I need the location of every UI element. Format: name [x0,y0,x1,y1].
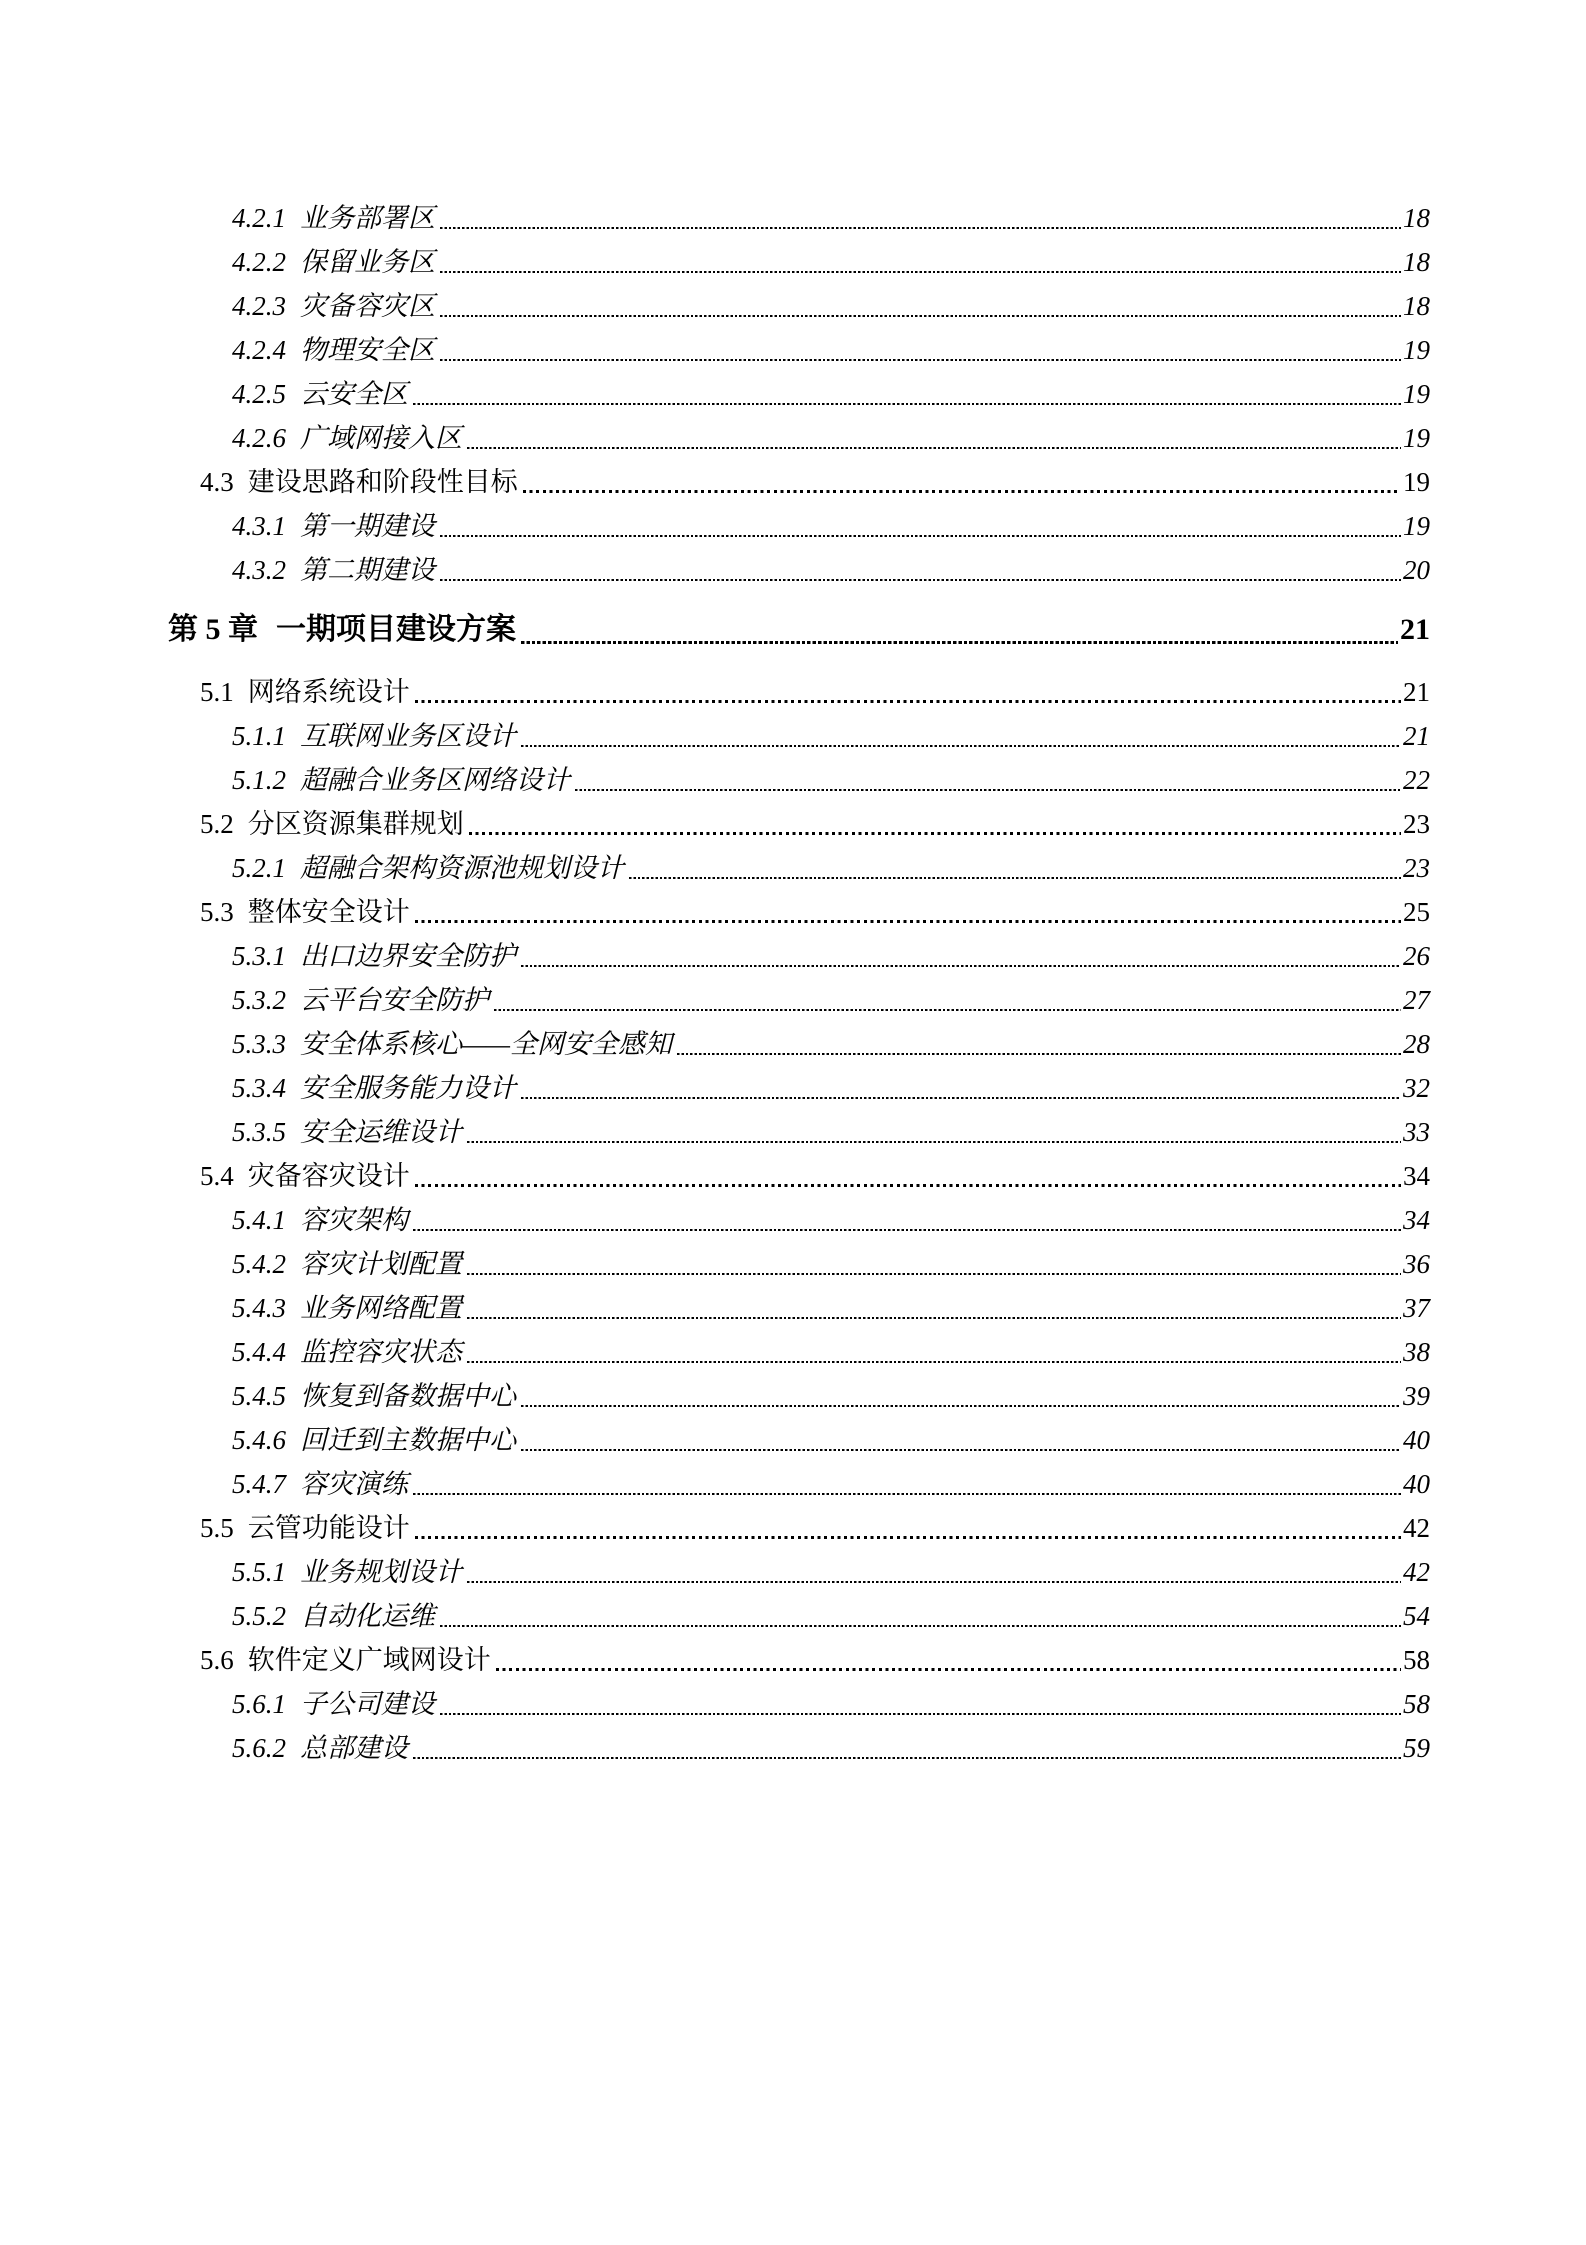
toc-dot-leader [521,1418,1401,1462]
toc-entry-page: 59 [1403,1733,1430,1763]
table-of-contents [168,196,1430,1770]
toc-dot-leader [415,1154,1401,1198]
toc-entry-page: 19 [1403,511,1430,541]
toc-entry-page: 36 [1403,1249,1430,1279]
toc-entry[interactable] [168,1594,1430,1638]
toc-dot-leader [440,1594,1401,1638]
toc-dot-leader [521,604,1398,656]
toc-entry-page: 22 [1403,765,1430,795]
toc-entry[interactable] [168,1374,1430,1418]
toc-entry-number: 5.1.1 [232,721,286,751]
toc-entry[interactable] [168,846,1430,890]
toc-entry-number: 5.2.1 [232,853,286,883]
toc-entry[interactable] [168,670,1430,714]
toc-entry[interactable] [168,978,1430,1022]
toc-entry-number: 4.3.1 [232,511,286,541]
toc-entry[interactable] [168,934,1430,978]
toc-entry-number: 5.5.2 [232,1601,286,1631]
toc-entry-page: 34 [1403,1205,1430,1235]
toc-entry-title: 子公司建设 [300,1689,435,1719]
toc-entry[interactable] [168,1198,1430,1242]
toc-dot-leader [440,548,1401,592]
toc-entry-page: 21 [1400,613,1430,646]
toc-entry[interactable] [168,758,1430,802]
toc-entry-number: 4.2.3 [232,291,286,321]
toc-entry[interactable] [168,1154,1430,1198]
toc-dot-leader [413,372,1401,416]
toc-dot-leader [413,1726,1401,1770]
toc-entry-number: 4.2.4 [232,335,286,365]
toc-entry-number: 4.2.6 [232,423,286,453]
toc-entry-page: 40 [1403,1425,1430,1455]
toc-entry-page: 58 [1403,1689,1430,1719]
toc-dot-leader [440,196,1401,240]
toc-dot-leader [521,934,1401,978]
toc-entry-number: 5.1.2 [232,765,286,795]
toc-entry-title: 整体安全设计 [247,897,410,927]
toc-entry-page: 19 [1403,335,1430,365]
toc-dot-leader [496,1638,1401,1682]
toc-entry[interactable] [168,802,1430,846]
toc-dot-leader [494,978,1401,1022]
toc-entry-page: 21 [1403,721,1430,751]
toc-dot-leader [467,1242,1401,1286]
toc-entry-number: 5.6 [200,1645,234,1675]
toc-dot-leader [467,1330,1401,1374]
toc-entry-number: 5.3.3 [232,1029,286,1059]
toc-entry-page: 23 [1403,809,1430,839]
toc-entry-title: 回迁到主数据中心 [300,1425,516,1455]
toc-entry-number: 4.2.1 [232,203,286,233]
toc-entry-page: 32 [1403,1073,1430,1103]
toc-entry[interactable] [168,1330,1430,1374]
toc-dot-leader [440,284,1401,328]
toc-entry[interactable] [168,504,1430,548]
toc-entry[interactable] [168,1550,1430,1594]
toc-entry[interactable] [168,1022,1430,1066]
toc-dot-leader [575,758,1401,802]
toc-entry-title: 软件定义广域网设计 [247,1645,491,1675]
toc-entry-title: 安全体系核心——全网安全感知 [300,1029,673,1059]
toc-entry-title: 业务规划设计 [300,1557,462,1587]
toc-entry-number: 4.3.2 [232,555,286,585]
toc-entry-title: 超融合业务区网络设计 [300,765,570,795]
toc-entry[interactable] [168,1726,1430,1770]
toc-entry-title: 恢复到备数据中心 [300,1381,516,1411]
toc-entry-number: 5.3.4 [232,1073,286,1103]
toc-entry-number: 5.4.2 [232,1249,286,1279]
toc-dot-leader [521,1374,1401,1418]
toc-entry-title: 保留业务区 [300,247,435,277]
toc-entry-number: 5.1 [200,677,234,707]
toc-entry-page: 54 [1403,1601,1430,1631]
toc-entry-number: 5.2 [200,809,234,839]
toc-entry-title: 第二期建设 [300,555,435,585]
toc-entry[interactable] [168,890,1430,934]
toc-entry[interactable] [168,460,1430,504]
toc-entry[interactable] [168,284,1430,328]
toc-dot-leader [467,416,1401,460]
toc-entry-page: 38 [1403,1337,1430,1367]
toc-entry-title: 超融合架构资源池规划设计 [300,853,624,883]
toc-entry-title: 自动化运维 [300,1601,435,1631]
toc-entry-number: 5.4.4 [232,1337,286,1367]
toc-entry[interactable] [168,1110,1430,1154]
toc-dot-leader [413,1198,1401,1242]
toc-entry-page: 18 [1403,247,1430,277]
toc-entry-number: 5.4.7 [232,1469,286,1499]
toc-entry-title: 互联网业务区设计 [300,721,516,751]
toc-entry-number: 5.6.1 [232,1689,286,1719]
toc-entry-number: 5.4 [200,1161,234,1191]
toc-dot-leader [677,1022,1401,1066]
toc-entry-page: 34 [1403,1161,1430,1191]
toc-entry-title: 云安全区 [300,379,408,409]
toc-entry-title: 出口边界安全防护 [300,941,516,971]
toc-entry[interactable] [168,1286,1430,1330]
toc-entry-page: 21 [1403,677,1430,707]
toc-entry-page: 19 [1403,423,1430,453]
toc-entry-page: 23 [1403,853,1430,883]
toc-entry-title: 分区资源集群规划 [247,809,464,839]
toc-entry-number: 5.4.5 [232,1381,286,1411]
toc-dot-leader [413,1462,1401,1506]
toc-entry-page: 39 [1403,1381,1430,1411]
toc-entry-page: 25 [1403,897,1430,927]
toc-entry-number: 5.5.1 [232,1557,286,1587]
toc-entry-title: 云管功能设计 [247,1513,410,1543]
toc-entry-page: 28 [1403,1029,1430,1059]
toc-entry-page: 27 [1403,985,1430,1015]
toc-entry-page: 42 [1403,1557,1430,1587]
toc-dot-leader [467,1286,1401,1330]
toc-entry-title: 监控容灾状态 [300,1337,462,1367]
toc-entry[interactable] [168,1682,1430,1726]
toc-entry[interactable] [168,328,1430,372]
toc-entry-page: 33 [1403,1117,1430,1147]
toc-dot-leader [440,504,1401,548]
toc-entry-title: 业务部署区 [300,203,435,233]
toc-entry-title: 一期项目建设方案 [276,613,516,646]
toc-dot-leader [467,1550,1401,1594]
toc-entry-page: 20 [1403,555,1430,585]
toc-entry-title: 容灾计划配置 [300,1249,462,1279]
toc-entry[interactable] [168,1066,1430,1110]
toc-dot-leader [415,890,1401,934]
toc-entry-title: 第一期建设 [300,511,435,541]
toc-entry[interactable] [168,1638,1430,1682]
toc-entry-number: 5.4.3 [232,1293,286,1323]
toc-dot-leader [629,846,1401,890]
toc-entry-title: 总部建设 [300,1733,408,1763]
toc-entry-number: 4.2.5 [232,379,286,409]
toc-entry-title: 容灾演练 [300,1469,408,1499]
toc-entry[interactable] [168,416,1430,460]
toc-dot-leader [440,328,1401,372]
toc-entry-title: 安全服务能力设计 [300,1073,516,1103]
toc-entry-number: 4.2.2 [232,247,286,277]
toc-entry-title: 容灾架构 [300,1205,408,1235]
toc-dot-leader [469,802,1401,846]
toc-entry-number: 5.4.1 [232,1205,286,1235]
toc-entry-title: 灾备容灾区 [300,291,435,321]
toc-entry[interactable] [168,240,1430,284]
toc-entry-number: 5.3.5 [232,1117,286,1147]
toc-entry[interactable] [168,1506,1430,1550]
toc-entry-number: 5.6.2 [232,1733,286,1763]
toc-dot-leader [467,1110,1401,1154]
toc-dot-leader [415,1506,1401,1550]
toc-entry-page: 37 [1403,1293,1430,1323]
toc-entry-title: 灾备容灾设计 [247,1161,410,1191]
toc-entry-page: 19 [1403,379,1430,409]
toc-entry-page: 42 [1403,1513,1430,1543]
toc-entry[interactable] [168,1462,1430,1506]
toc-entry-page: 26 [1403,941,1430,971]
toc-entry-title: 安全运维设计 [300,1117,462,1147]
toc-entry-number: 5.3.1 [232,941,286,971]
toc-entry[interactable] [168,604,1430,656]
toc-entry-page: 40 [1403,1469,1430,1499]
toc-entry[interactable] [168,196,1430,240]
toc-entry-title: 建设思路和阶段性目标 [247,467,518,497]
toc-entry[interactable] [168,1242,1430,1286]
toc-dot-leader [440,240,1401,284]
toc-entry-title: 广域网接入区 [300,423,462,453]
toc-entry-page: 18 [1403,291,1430,321]
toc-entry-page: 19 [1403,467,1430,497]
toc-entry-page: 58 [1403,1645,1430,1675]
toc-entry-title: 业务网络配置 [300,1293,462,1323]
toc-dot-leader [415,670,1401,714]
toc-entry-title: 物理安全区 [300,335,435,365]
toc-entry[interactable] [168,372,1430,416]
toc-entry-number: 5.3.2 [232,985,286,1015]
toc-entry-number: 5.3 [200,897,234,927]
toc-entry-page: 18 [1403,203,1430,233]
toc-entry[interactable] [168,548,1430,592]
toc-entry-number: 第 5 章 [168,613,258,646]
toc-dot-leader [521,714,1401,758]
toc-entry-number: 4.3 [200,467,234,497]
toc-entry-number: 5.4.6 [232,1425,286,1455]
toc-entry-title: 网络系统设计 [247,677,410,707]
toc-entry-number: 5.5 [200,1513,234,1543]
toc-dot-leader [521,1066,1401,1110]
toc-entry-title: 云平台安全防护 [300,985,489,1015]
toc-entry[interactable] [168,714,1430,758]
toc-dot-leader [523,460,1401,504]
toc-entry[interactable] [168,1418,1430,1462]
toc-dot-leader [440,1682,1401,1726]
